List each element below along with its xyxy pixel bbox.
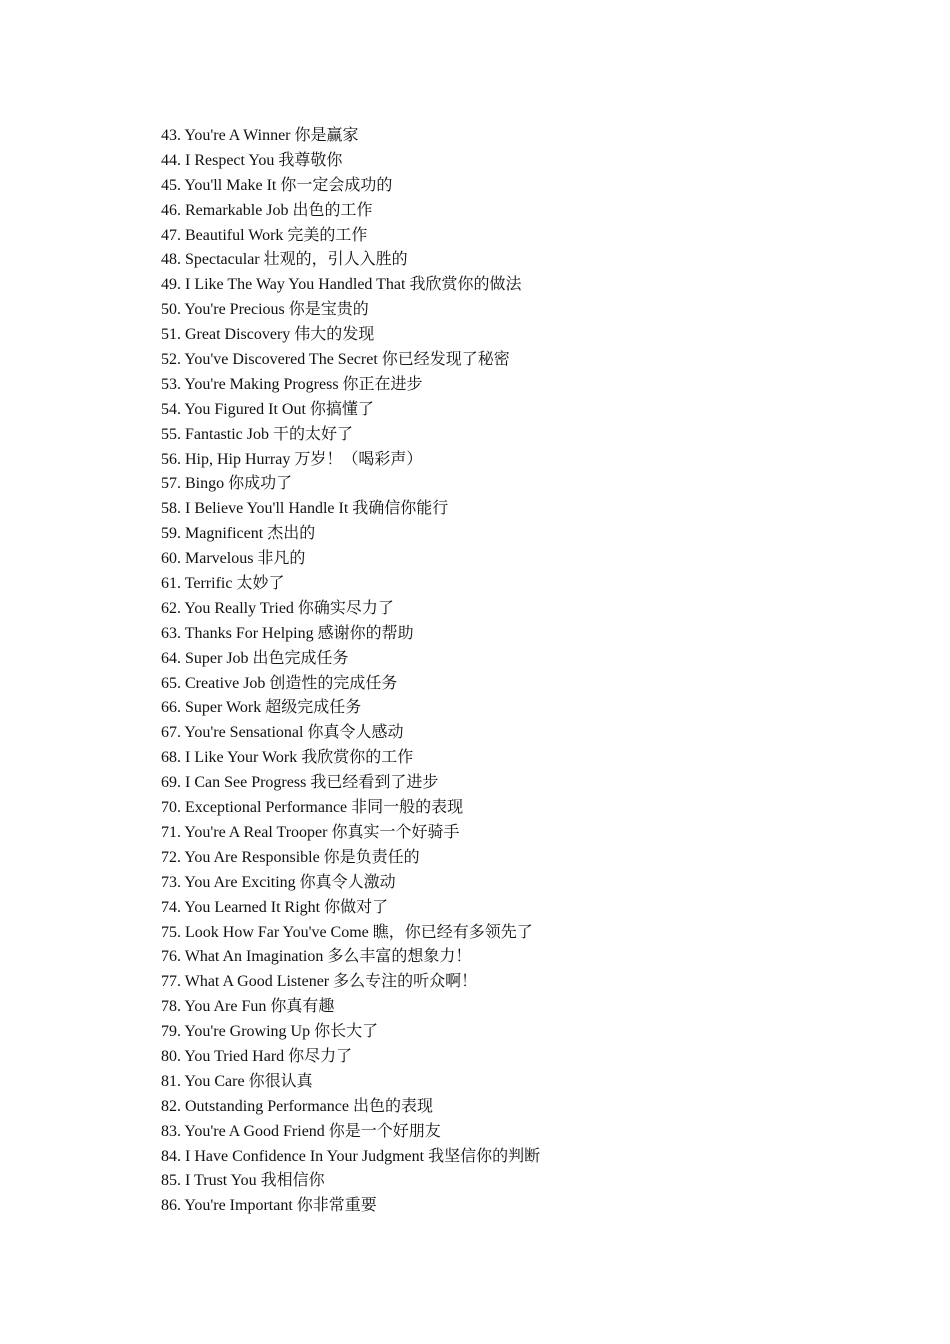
list-item: 70. Exceptional Performance 非同一般的表现 xyxy=(161,799,464,817)
list-item: 84. I Have Confidence In Your Judgment 我坚信你的判断 xyxy=(161,1147,541,1165)
list-item: 52. You've Discovered The Secret 你已经发现了秘密 xyxy=(161,351,510,369)
list-item: 53. You're Making Progress 你正在进步 xyxy=(161,375,423,393)
list-item: 57. Bingo 你成功了 xyxy=(161,475,293,493)
list-item: 49. I Like The Way You Handled That 我欣赏你的做法 xyxy=(161,276,522,294)
list-item: 86. You're Important 你非常重要 xyxy=(161,1197,377,1215)
list-item: 45. You'll Make It 你一定会成功的 xyxy=(161,176,393,194)
list-item: 73. You Are Exciting 你真令人激动 xyxy=(161,873,396,891)
list-item: 61. Terrific 太妙了 xyxy=(161,575,285,593)
list-item: 60. Marvelous 非凡的 xyxy=(161,550,306,568)
list-item: 47. Beautiful Work 完美的工作 xyxy=(161,226,368,244)
list-item: 50. You're Precious 你是宝贵的 xyxy=(161,301,369,319)
list-item: 51. Great Discovery 伟大的发现 xyxy=(161,326,375,344)
list-item: 46. Remarkable Job 出色的工作 xyxy=(161,201,373,219)
list-item: 80. You Tried Hard 你尽力了 xyxy=(161,1047,353,1065)
list-item: 81. You Care 你很认真 xyxy=(161,1072,313,1090)
phrase-list xyxy=(161,124,540,1219)
list-item: 78. You Are Fun 你真有趣 xyxy=(161,998,335,1016)
list-item: 82. Outstanding Performance 出色的表现 xyxy=(161,1097,433,1115)
list-item: 56. Hip, Hip Hurray 万岁！（喝彩声） xyxy=(161,450,423,468)
list-item: 65. Creative Job 创造性的完成任务 xyxy=(161,674,398,692)
list-item: 63. Thanks For Helping 感谢你的帮助 xyxy=(161,624,414,642)
list-item: 68. I Like Your Work 我欣赏你的工作 xyxy=(161,749,414,767)
list-item: 59. Magnificent 杰出的 xyxy=(161,525,316,543)
list-item: 67. You're Sensational 你真令人感动 xyxy=(161,724,404,742)
list-item: 62. You Really Tried 你确实尽力了 xyxy=(161,599,394,617)
list-item: 64. Super Job 出色完成任务 xyxy=(161,649,349,667)
list-item: 75. Look How Far You've Come 瞧，你已经有多领先了 xyxy=(161,923,533,941)
list-item: 72. You Are Responsible 你是负责任的 xyxy=(161,848,420,866)
list-item: 74. You Learned It Right 你做对了 xyxy=(161,898,389,916)
list-item: 43. You're A Winner 你是赢家 xyxy=(161,127,359,144)
list-item: 69. I Can See Progress 我已经看到了进步 xyxy=(161,774,439,792)
list-item: 77. What A Good Listener 多么专注的听众啊！ xyxy=(161,973,478,991)
list-item: 85. I Trust You 我相信你 xyxy=(161,1172,325,1190)
list-item: 66. Super Work 超级完成任务 xyxy=(161,699,362,717)
list-item: 79. You're Growing Up 你长大了 xyxy=(161,1023,379,1041)
list-item: 55. Fantastic Job 干的太好了 xyxy=(161,425,353,443)
list-item: 71. You're A Real Trooper 你真实一个好骑手 xyxy=(161,823,460,841)
list-item: 76. What An Imagination 多么丰富的想象力！ xyxy=(161,948,472,966)
list-item: 83. You're A Good Friend 你是一个好朋友 xyxy=(161,1122,441,1140)
list-item: 44. I Respect You 我尊敬你 xyxy=(161,151,343,169)
list-item: 58. I Believe You'll Handle It 我确信你能行 xyxy=(161,500,449,518)
list-item: 48. Spectacular 壮观的，引人入胜的 xyxy=(161,251,408,269)
list-item: 54. You Figured It Out 你搞懂了 xyxy=(161,400,374,418)
